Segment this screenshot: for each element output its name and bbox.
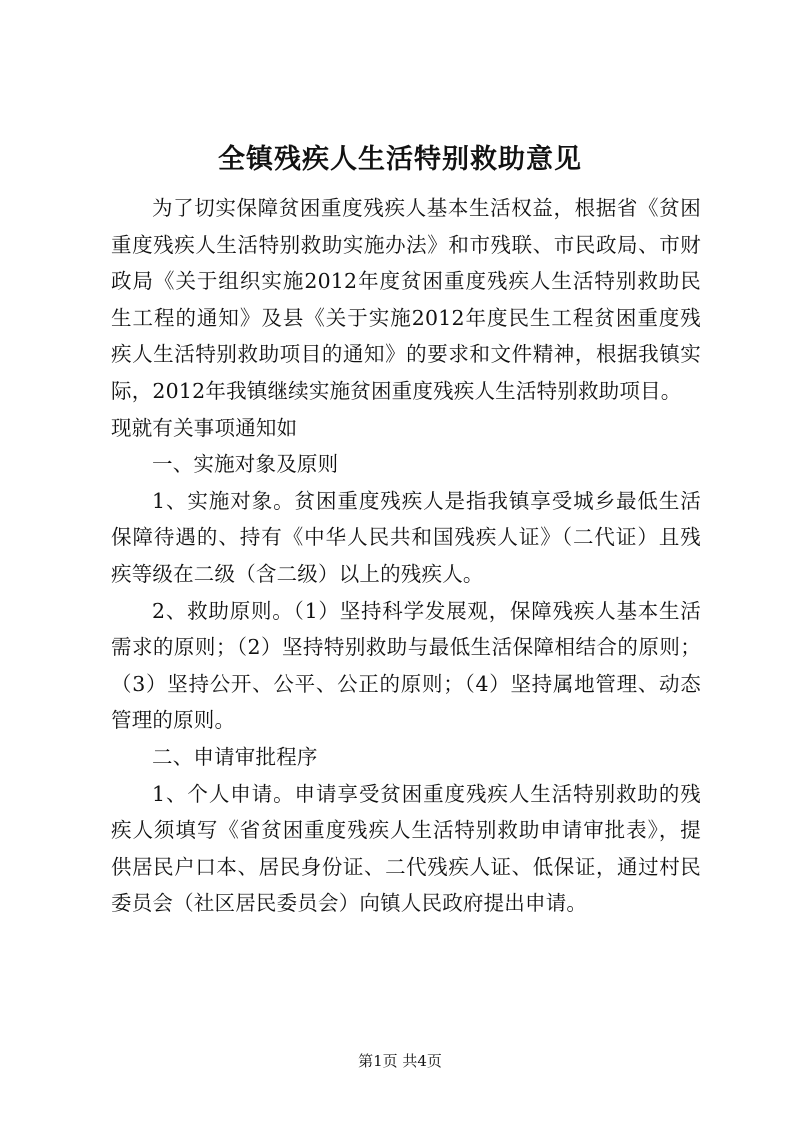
paragraph-targets: 1、实施对象。贫困重度残疾人是指我镇享受城乡最低生活保障待遇的、持有《中华人民共和国残疾人证》（二代证）且残疾等级在二级（含二级）以上的残疾人。 xyxy=(111,488,701,586)
heading-section-2: 二、申请审批程序 xyxy=(152,744,318,769)
paragraph-principles: 2、救助原则。（1）坚持科学发展观，保障残疾人基本生活需求的原则；（2）坚持特别救助与最低生活保障相结合的原则；（3）坚持公开、公平、公正的原则；（4）坚持属地管理、动态管理的原则。 xyxy=(111,598,701,733)
document-body xyxy=(111,190,701,922)
paragraph-application: 1、个人申请。申请享受贫困重度残疾人生活特别救助的残疾人须填写《省贫困重度残疾人生活特别救助申请审批表》，提供居民户口本、居民身份证、二代残疾人证、低保证，通过村民委员会（社区居民委员会）向镇人民政府提出申请。 xyxy=(111,781,701,916)
paragraph-notice: 现就有关事项通知如 xyxy=(111,415,298,440)
paragraph-intro: 为了切实保障贫困重度残疾人基本生活权益，根据省《贫困重度残疾人生活特别救助实施办法》和市残联、市民政局、市财政局《关于组织实施2012年度贫困重度残疾人生活特别救助民生工程的通知》及县《关于实施2012年度民生工程贫困重度残疾人生活特别救助项目的通知》的要求和文件精神，根据我镇实际，2012年我镇继续实施贫困重度残疾人生活特别救助项目。 xyxy=(111,196,701,403)
document-title: 全镇残疾人生活特别救助意见 xyxy=(218,144,582,175)
heading-section-1: 一、实施对象及原则 xyxy=(152,452,339,477)
page-footer: 第1页 共4页 xyxy=(358,1052,442,1070)
